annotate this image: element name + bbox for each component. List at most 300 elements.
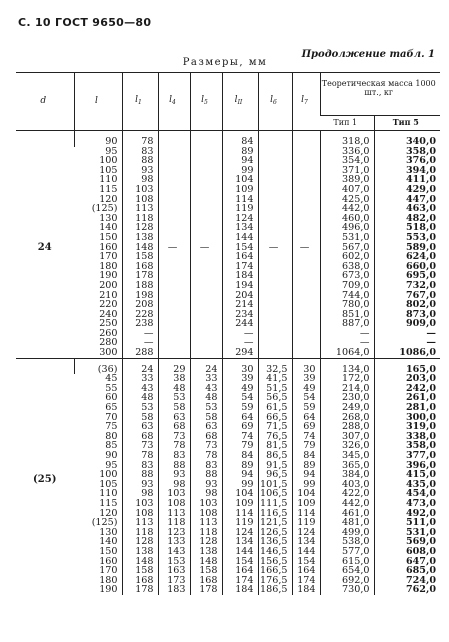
cell-l6: 186,5	[258, 585, 292, 595]
cell-l2: 54	[222, 393, 258, 403]
cell-l: 55	[105, 382, 118, 394]
cell-l4: 103	[158, 489, 190, 499]
col-header-type5: Тип 5	[374, 116, 440, 131]
cell-type5: 762,0	[374, 585, 440, 595]
cell-l1: 198	[122, 291, 158, 301]
cell-l: 180	[99, 260, 118, 272]
cell-l: (36)	[74, 365, 122, 375]
cell-type5: 429,0	[374, 185, 440, 195]
cell-l1: 168	[122, 576, 158, 586]
cell-l1: 178	[122, 585, 158, 595]
cell-l1: 168	[122, 262, 158, 272]
cell-l2: 144	[222, 547, 258, 557]
table-row	[16, 310, 440, 320]
cell-l: 190	[99, 584, 118, 596]
cell-type1: 336,0	[320, 147, 374, 157]
cell-l7: 94	[292, 470, 320, 480]
cell-l2: 119	[222, 204, 258, 214]
cell-l7: 30	[292, 365, 320, 375]
cell-l: 115	[99, 497, 118, 509]
cell-l6: 71,5	[258, 422, 292, 432]
cell-type1: 354,0	[320, 156, 374, 166]
cell-type5: 338,0	[374, 432, 440, 442]
cell-l: 95	[105, 145, 118, 157]
cell-l6: 76,5	[258, 432, 292, 442]
table-row	[16, 547, 440, 557]
cell-type1: 345,0	[320, 451, 374, 461]
cell-l1: 78	[122, 451, 158, 461]
table-row	[16, 271, 440, 281]
cell-l6: 32,5	[258, 365, 292, 375]
cell-type1: 389,0	[320, 175, 374, 185]
cell-l1: 88	[122, 470, 158, 480]
cell-type1: 567,0	[320, 243, 374, 253]
cell-l6: 56,5	[258, 393, 292, 403]
cell-d: 24	[37, 241, 52, 253]
cell-l: 115	[99, 183, 118, 195]
cell-l6: 51,5	[258, 384, 292, 394]
cell-type1: 422,0	[320, 489, 374, 499]
cell-l: 190	[99, 270, 118, 282]
table-row	[16, 281, 440, 291]
table-row	[16, 489, 440, 499]
cell-type1: —	[320, 329, 374, 339]
cell-l4: 68	[158, 422, 190, 432]
cell-l2: 59	[222, 403, 258, 413]
cell-l5: 58	[190, 413, 222, 423]
cell-type5: 242,0	[374, 384, 440, 394]
cell-l1: 83	[122, 147, 158, 157]
page-header: С. 10 ГОСТ 9650—80	[18, 16, 152, 29]
cell-l2: 134	[222, 223, 258, 233]
cell-l2: 154	[222, 557, 258, 567]
cell-l7: 89	[292, 461, 320, 471]
cell-type1: 230,0	[320, 393, 374, 403]
cell-l6-dash: —	[258, 137, 292, 358]
cell-l4-dash: —	[158, 137, 190, 358]
table-row	[16, 365, 440, 375]
cell-l: 140	[99, 222, 118, 234]
cell-l2: 89	[222, 461, 258, 471]
cell-type1: 307,0	[320, 432, 374, 442]
cell-l1: 78	[122, 137, 158, 147]
cell-l: 130	[99, 526, 118, 538]
cell-type1: —	[320, 338, 374, 348]
col-header-l1: $l_1$	[122, 73, 158, 131]
cell-type5: 454,0	[374, 489, 440, 499]
cell-type1: 1064,0	[320, 348, 374, 358]
table-row	[16, 432, 440, 442]
cell-l2: 74	[222, 432, 258, 442]
cell-l5: 108	[190, 509, 222, 519]
cell-type5: 624,0	[374, 252, 440, 262]
cell-l: 60	[105, 392, 118, 404]
cell-l7: 154	[292, 557, 320, 567]
table-row	[16, 413, 440, 423]
cell-l4: 29	[158, 365, 190, 375]
col-header-l7: $l_7$	[292, 73, 320, 131]
cell-l4: 38	[158, 374, 190, 384]
cell-type5: 767,0	[374, 291, 440, 301]
cell-type1: 499,0	[320, 528, 374, 538]
cell-l6: 96,5	[258, 470, 292, 480]
cell-l6: 111,5	[258, 499, 292, 509]
cell-type5: 660,0	[374, 262, 440, 272]
table-row	[16, 480, 440, 490]
cell-l7: 64	[292, 413, 320, 423]
cell-l6: 66,5	[258, 413, 292, 423]
cell-l7: 109	[292, 499, 320, 509]
table-row	[16, 403, 440, 413]
cell-l2: 79	[222, 441, 258, 451]
cell-l1: 128	[122, 537, 158, 547]
cell-type5: 358,0	[374, 441, 440, 451]
cell-l2: —	[222, 329, 258, 339]
cell-l2: 64	[222, 413, 258, 423]
cell-type5: 473,0	[374, 499, 440, 509]
cell-d: (25)	[33, 473, 57, 485]
cell-l1: 148	[122, 243, 158, 253]
cell-l1: 228	[122, 310, 158, 320]
cell-l5: 78	[190, 451, 222, 461]
cell-l: 105	[99, 478, 118, 490]
cell-type5: 492,0	[374, 509, 440, 519]
cell-l5: 138	[190, 547, 222, 557]
table-row	[16, 451, 440, 461]
table-row	[16, 166, 440, 176]
cell-type5: 873,0	[374, 310, 440, 320]
cell-l4: 48	[158, 384, 190, 394]
cell-l2: 134	[222, 537, 258, 547]
cell-type5: 394,0	[374, 166, 440, 176]
cell-l2: 109	[222, 499, 258, 509]
cell-l6: 101,5	[258, 480, 292, 490]
cell-l7: 119	[292, 518, 320, 528]
cell-l7: 84	[292, 451, 320, 461]
cell-l1: 113	[122, 204, 158, 214]
cell-l5: 93	[190, 480, 222, 490]
table-row	[16, 319, 440, 329]
cell-l: 200	[99, 279, 118, 291]
cell-l7: 54	[292, 393, 320, 403]
cell-l1: 33	[122, 374, 158, 384]
cell-l1: 58	[122, 413, 158, 423]
cell-type1: 461,0	[320, 509, 374, 519]
cell-type1: 365,0	[320, 461, 374, 471]
cell-l2: 144	[222, 233, 258, 243]
cell-l4: 63	[158, 413, 190, 423]
table-row	[16, 374, 440, 384]
cell-type5: 695,0	[374, 271, 440, 281]
cell-l5: 33	[190, 374, 222, 384]
cell-type5: 281,0	[374, 403, 440, 413]
cell-l: 210	[99, 289, 118, 301]
cell-type1: 407,0	[320, 185, 374, 195]
cell-l4: 153	[158, 557, 190, 567]
cell-l2: 184	[222, 585, 258, 595]
cell-type1: 638,0	[320, 262, 374, 272]
cell-l: 150	[99, 231, 118, 243]
cell-l1: 48	[122, 393, 158, 403]
cell-type1: 425,0	[320, 195, 374, 205]
cell-type5: 300,0	[374, 413, 440, 423]
cell-l7: 69	[292, 422, 320, 432]
cell-l4: 93	[158, 470, 190, 480]
cell-l2: 99	[222, 166, 258, 176]
cell-l7: 144	[292, 547, 320, 557]
table-row	[16, 137, 440, 147]
cell-type1: 531,0	[320, 233, 374, 243]
cell-l: 220	[99, 299, 118, 311]
cell-type5: 802,0	[374, 300, 440, 310]
cell-type1: 371,0	[320, 166, 374, 176]
cell-l2: 114	[222, 195, 258, 205]
cell-l1: 188	[122, 281, 158, 291]
cell-l7: 174	[292, 576, 320, 586]
cell-l: 250	[99, 318, 118, 330]
cell-l7: 134	[292, 537, 320, 547]
cell-l: 280	[99, 337, 118, 349]
cell-type5: 553,0	[374, 233, 440, 243]
cell-type5: 435,0	[374, 480, 440, 490]
cell-l: 140	[99, 536, 118, 548]
cell-type1: 214,0	[320, 384, 374, 394]
cell-l2: 89	[222, 147, 258, 157]
cell-l: (125)	[91, 517, 118, 529]
cell-l2: 69	[222, 422, 258, 432]
cell-l4: 113	[158, 509, 190, 519]
cell-type1: 326,0	[320, 441, 374, 451]
table-row	[16, 243, 440, 253]
cell-l2: 109	[222, 185, 258, 195]
table-row	[16, 518, 440, 528]
cell-l1: —	[122, 338, 158, 348]
cell-type1: 602,0	[320, 252, 374, 262]
cell-l7: 124	[292, 528, 320, 538]
cell-l4: 118	[158, 518, 190, 528]
sizes-caption: Размеры, мм	[182, 57, 268, 68]
cell-type1: 460,0	[320, 214, 374, 224]
cell-type1: 709,0	[320, 281, 374, 291]
cell-type1: 538,0	[320, 537, 374, 547]
cell-type1: 654,0	[320, 566, 374, 576]
table-group-d24	[16, 131, 440, 359]
cell-l: 120	[99, 507, 118, 519]
cell-l1: 98	[122, 489, 158, 499]
cell-type1: 692,0	[320, 576, 374, 586]
cell-l1: 83	[122, 461, 158, 471]
col-header-d: d	[16, 73, 74, 131]
cell-l7: 74	[292, 432, 320, 442]
cell-l4: 78	[158, 441, 190, 451]
cell-l: 170	[99, 251, 118, 263]
table-row	[16, 348, 440, 358]
cell-l7: 114	[292, 509, 320, 519]
cell-l5: 53	[190, 403, 222, 413]
cell-l1: 158	[122, 252, 158, 262]
cell-type5: 447,0	[374, 195, 440, 205]
col-header-l5: $l_5$	[190, 73, 222, 131]
cell-l1: 118	[122, 214, 158, 224]
cell-l2: 119	[222, 518, 258, 528]
cell-l2: 39	[222, 374, 258, 384]
table-row	[16, 300, 440, 310]
cell-type1: 730,0	[320, 585, 374, 595]
cell-l2: 164	[222, 252, 258, 262]
cell-l5: 24	[190, 365, 222, 375]
cell-type5: 569,0	[374, 537, 440, 547]
table-row	[16, 585, 440, 595]
table-row	[16, 393, 440, 403]
cell-l: 110	[99, 488, 118, 500]
cell-l1: 98	[122, 175, 158, 185]
table-row	[16, 338, 440, 348]
col-header-l: l	[74, 73, 122, 131]
cell-l1: 138	[122, 233, 158, 243]
cell-type5: 732,0	[374, 281, 440, 291]
cell-l7-dash: —	[292, 137, 320, 358]
cell-type1: 780,0	[320, 300, 374, 310]
cell-l2: 114	[222, 509, 258, 519]
table-row	[16, 233, 440, 243]
cell-l5: 168	[190, 576, 222, 586]
cell-l1: 93	[122, 480, 158, 490]
cell-type1: 288,0	[320, 422, 374, 432]
cell-l6: 106,5	[258, 489, 292, 499]
cell-type1: 673,0	[320, 271, 374, 281]
cell-l5: 158	[190, 566, 222, 576]
cell-l: 180	[99, 574, 118, 586]
cell-l1: 158	[122, 566, 158, 576]
cell-l: 75	[105, 421, 118, 433]
cell-l6: 116,5	[258, 509, 292, 519]
table-row	[16, 509, 440, 519]
cell-l5: 73	[190, 441, 222, 451]
cell-type1: 851,0	[320, 310, 374, 320]
table-row	[16, 291, 440, 301]
cell-l: 240	[99, 308, 118, 320]
cell-l2: 94	[222, 470, 258, 480]
cell-l2: 124	[222, 214, 258, 224]
cell-l: 100	[99, 155, 118, 167]
cell-l: 70	[105, 411, 118, 423]
cell-l2: 194	[222, 281, 258, 291]
cell-l1: 63	[122, 422, 158, 432]
cell-l6: 156,5	[258, 557, 292, 567]
cell-l: 110	[99, 174, 118, 186]
cell-l: 65	[105, 402, 118, 414]
cell-type5: 415,0	[374, 470, 440, 480]
cell-l1: 68	[122, 432, 158, 442]
cell-l5: 63	[190, 422, 222, 432]
table-row	[16, 329, 440, 339]
cell-l5: 43	[190, 384, 222, 394]
table-row	[16, 156, 440, 166]
cell-type1: 249,0	[320, 403, 374, 413]
cell-l1: 88	[122, 156, 158, 166]
cell-type5: 261,0	[374, 393, 440, 403]
cell-l: 170	[99, 565, 118, 577]
cell-l: 90	[74, 137, 122, 147]
cell-l: 300	[99, 347, 118, 359]
cell-l: 45	[105, 373, 118, 385]
cell-l: 105	[99, 164, 118, 176]
cell-l4: 108	[158, 499, 190, 509]
cell-l: 100	[99, 469, 118, 481]
table-row	[16, 175, 440, 185]
cell-type1: 268,0	[320, 413, 374, 423]
continuation-caption: Продолжение табл. 1	[301, 49, 435, 60]
cell-l: 150	[99, 545, 118, 557]
table-row	[16, 537, 440, 547]
cell-type1: 134,0	[320, 365, 374, 375]
cell-l1: 108	[122, 509, 158, 519]
col-header-l6: $l_6$	[258, 73, 292, 131]
cell-l4: 88	[158, 461, 190, 471]
cell-l1: 24	[122, 365, 158, 375]
col-header-mass: Теоретическая масса 1000 шт., кг	[320, 73, 440, 116]
cell-type1: 496,0	[320, 223, 374, 233]
cell-l6: 86,5	[258, 451, 292, 461]
cell-type1: 481,0	[320, 518, 374, 528]
cell-type5: 1086,0	[374, 348, 440, 358]
table-row	[16, 223, 440, 233]
cell-l4: 123	[158, 528, 190, 538]
cell-l5: 113	[190, 518, 222, 528]
cell-l4: 53	[158, 393, 190, 403]
cell-type5: 685,0	[374, 566, 440, 576]
table-row	[16, 252, 440, 262]
cell-type5: 482,0	[374, 214, 440, 224]
col-header-l2: $l_{II}$	[222, 73, 258, 131]
table-row	[16, 576, 440, 586]
table-row	[16, 470, 440, 480]
cell-l2: 99	[222, 480, 258, 490]
cell-type5: 647,0	[374, 557, 440, 567]
cell-l5: 128	[190, 537, 222, 547]
table-row	[16, 461, 440, 471]
cell-type5: 319,0	[374, 422, 440, 432]
cell-l1: 288	[122, 348, 158, 358]
cell-type5: 518,0	[374, 223, 440, 233]
cell-l2: 174	[222, 262, 258, 272]
cell-type1: 318,0	[320, 137, 374, 147]
cell-type5: 511,0	[374, 518, 440, 528]
cell-l7: 49	[292, 384, 320, 394]
cell-l2: 104	[222, 489, 258, 499]
table-row	[16, 185, 440, 195]
dimensions-table	[16, 72, 440, 595]
table-row	[16, 214, 440, 224]
cell-type1: 577,0	[320, 547, 374, 557]
cell-l1: 118	[122, 528, 158, 538]
table-row	[16, 262, 440, 272]
cell-type1: 172,0	[320, 374, 374, 384]
cell-l: 95	[105, 459, 118, 471]
cell-l5: 48	[190, 393, 222, 403]
cell-l5: 88	[190, 470, 222, 480]
cell-l1: 138	[122, 547, 158, 557]
cell-l: 120	[99, 193, 118, 205]
cell-type5: 909,0	[374, 319, 440, 329]
cell-l: 260	[99, 327, 118, 339]
cell-l: 80	[105, 430, 118, 442]
cell-type5: —	[374, 329, 440, 339]
cell-l4: 73	[158, 432, 190, 442]
cell-l2: 204	[222, 291, 258, 301]
table-row	[16, 557, 440, 567]
cell-l4: 173	[158, 576, 190, 586]
